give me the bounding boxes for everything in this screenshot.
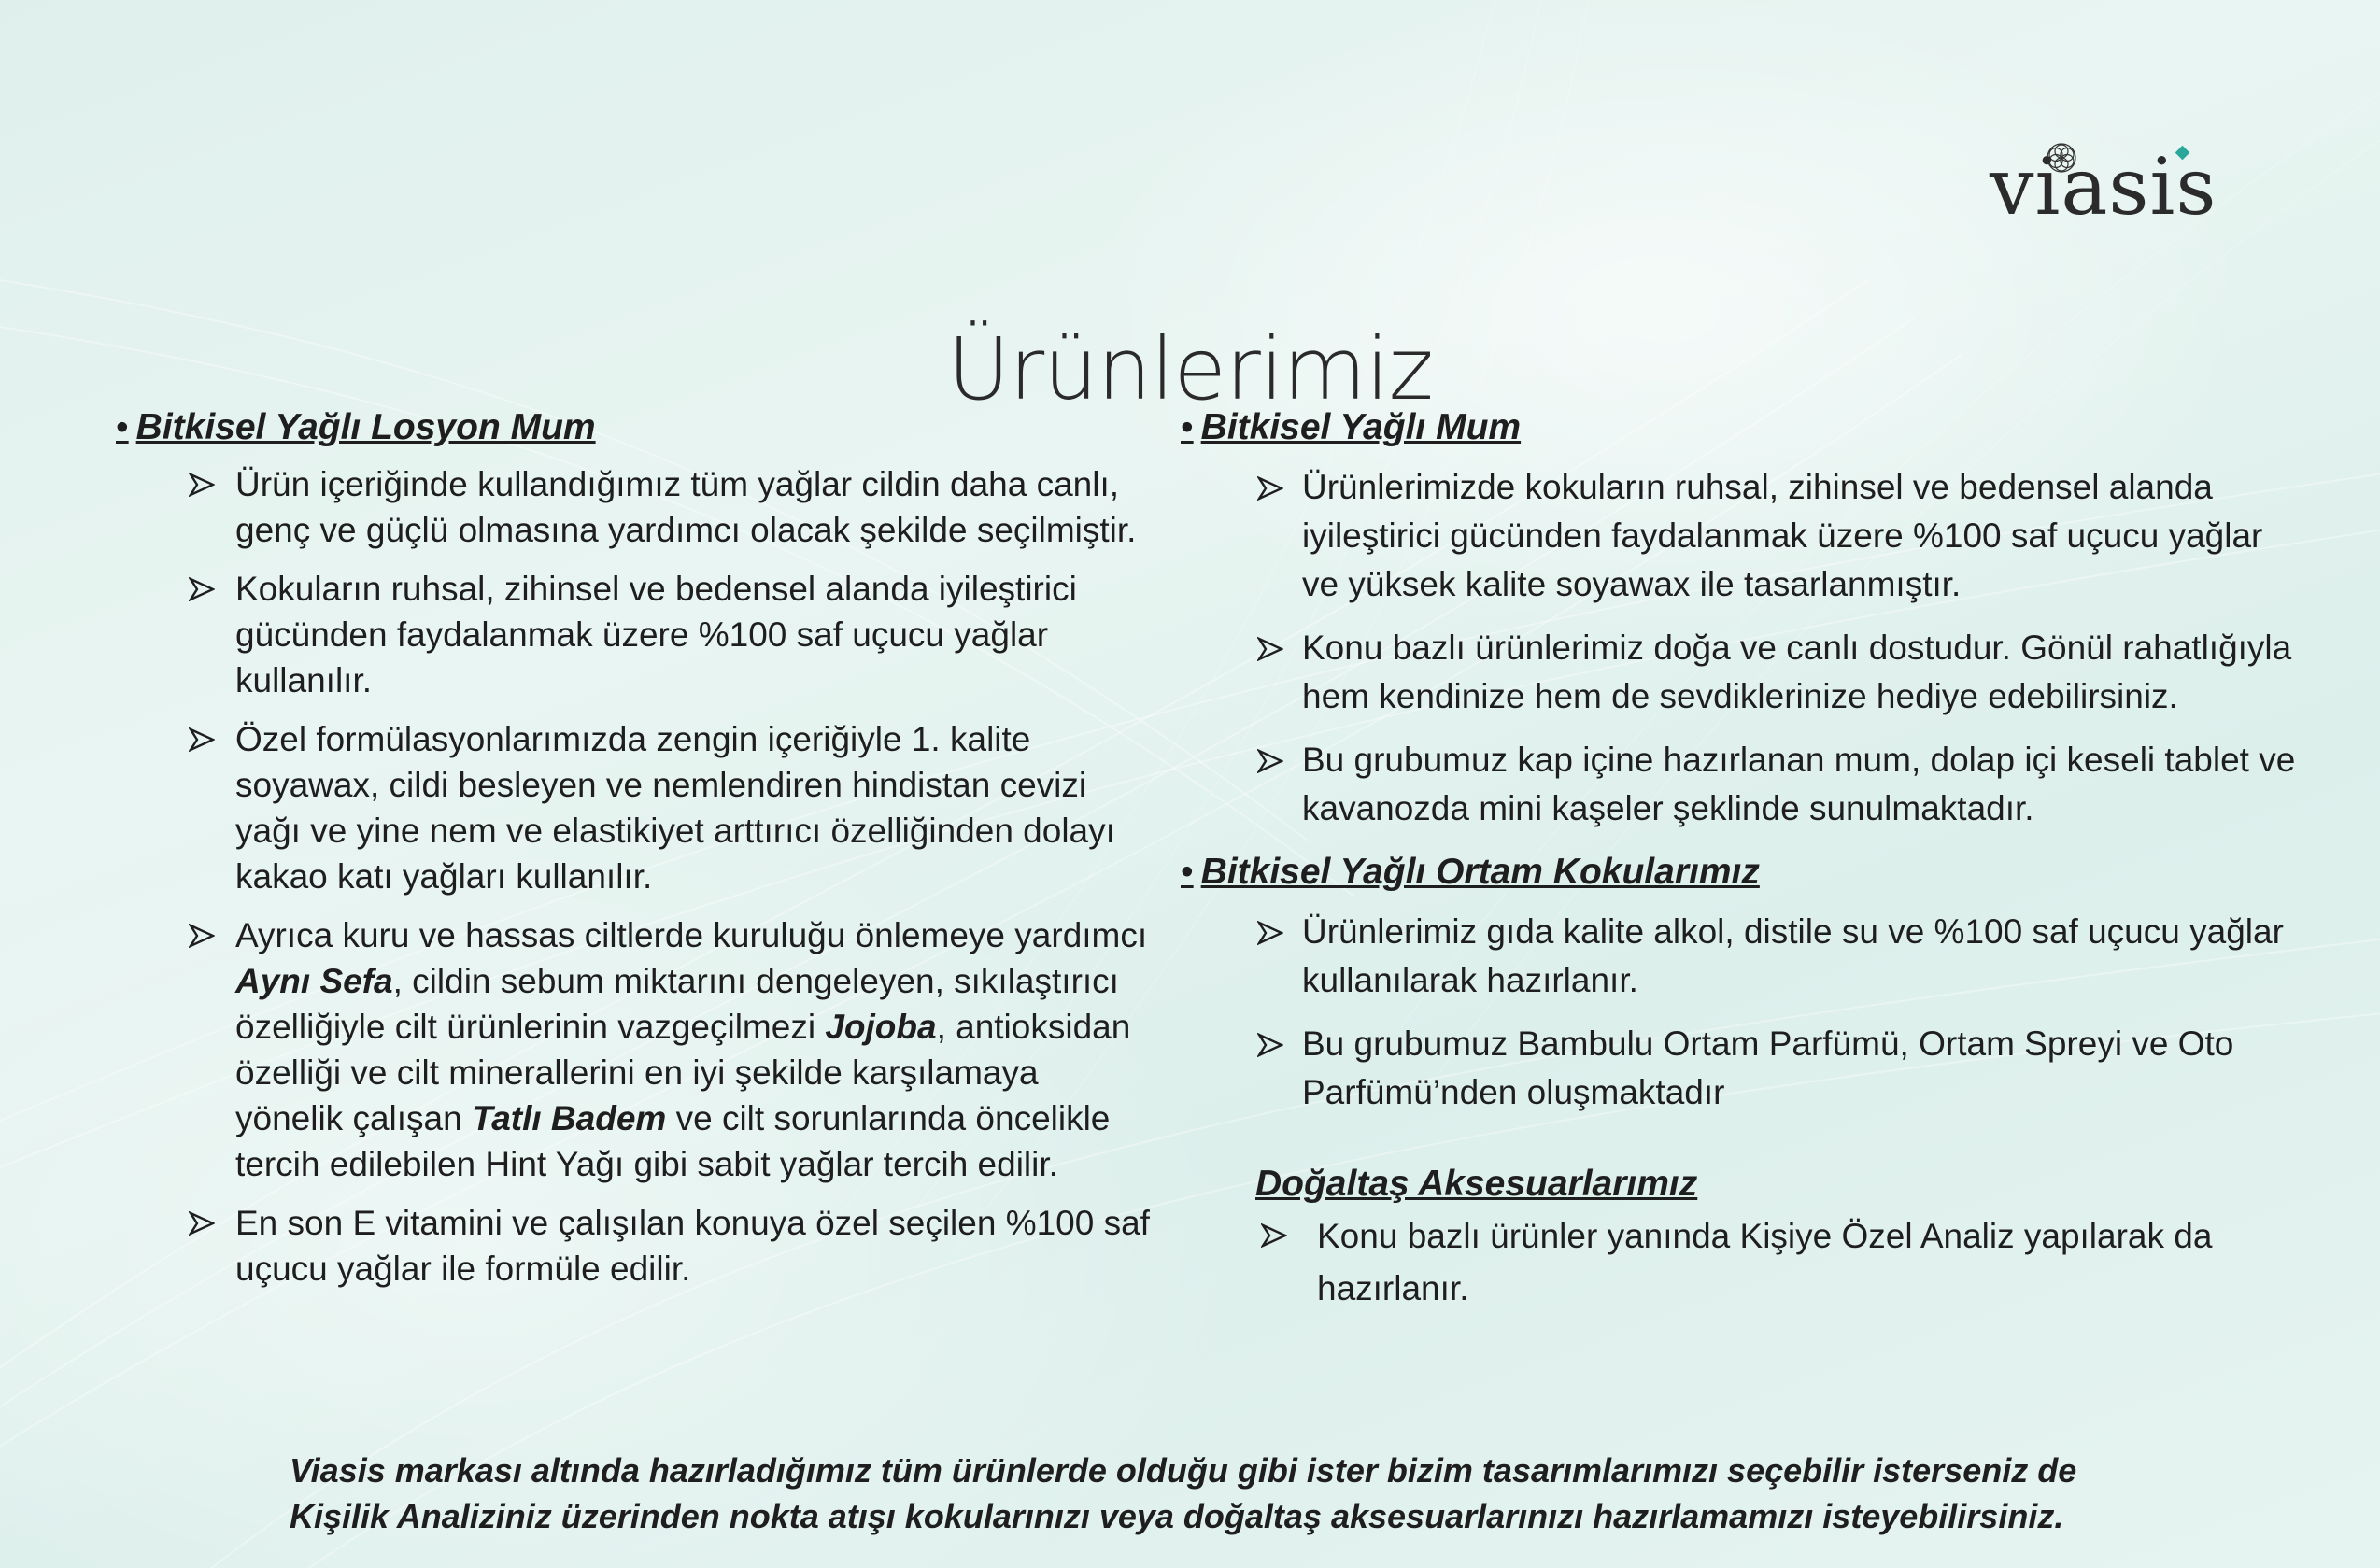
- section-heading-text: Doğaltaş Aksesuarlarımız: [1255, 1164, 1698, 1204]
- list-item-text: Bu grubumuz kap içine hazırlanan mum, dolap içi keseli tablet ve kavanozda mini kaşeler şeklinde sunulmaktadır.: [1302, 741, 2296, 827]
- bullet-icon: •: [1181, 852, 1194, 892]
- bullet-list: [116, 461, 1153, 1292]
- arrowhead-bullet-icon: [1257, 749, 1283, 773]
- list-item: [1181, 463, 2302, 609]
- footer-line: Kişilik Analiziniz üzerinden nokta atışı kokularınızı veya doğaltaş aksesuarlarınızı hazırlamamızı isteyebilirsiniz.: [290, 1497, 2064, 1535]
- right-column: [1181, 407, 2302, 1315]
- arrowhead-bullet-icon: [1261, 1223, 1287, 1248]
- section-heading-text: Bitkisel Yağlı Losyon Mum: [135, 407, 596, 447]
- list-item-text: Bu grubumuz Bambulu Ortam Parfümü, Ortam Spreyi ve Oto Parfümü’nden oluşmaktadır: [1302, 1024, 2234, 1111]
- list-item-text: En son E vitamini ve çalışılan konuya özel seçilen %100 saf uçucu yağlar ile formüle edilir.: [235, 1204, 1150, 1288]
- section-heading: [116, 407, 1153, 448]
- bullet-list: [1181, 908, 2302, 1117]
- bullet-icon: •: [116, 407, 129, 447]
- arrowhead-bullet-icon: [189, 577, 215, 601]
- list-item-text: Konu bazlı ürünler yanında Kişiye Özel Analiz yapılarak da hazırlanır.: [1317, 1217, 2213, 1307]
- list-item-text: , cildin sebum miktarını dengeleyen, sıkılaştırıcı özelliğiyle cilt ürünlerinin vazgeçilmezi: [235, 962, 1119, 1046]
- list-item: [116, 1200, 1153, 1292]
- list-item: [116, 912, 1153, 1187]
- list-item-text: Kokuların ruhsal, zihinsel ve bedensel alanda iyileştirici gücünden faydalanmak üzere %100 saf uçucu yağlar kullanılır.: [235, 570, 1077, 699]
- list-item: [1181, 908, 2302, 1005]
- list-item: [1181, 736, 2302, 833]
- section-heading-text: Bitkisel Yağlı Mum: [1200, 407, 1522, 447]
- arrowhead-bullet-icon: [189, 1211, 215, 1236]
- list-item-text: Ürünlerimiz gıda kalite alkol, distile su ve %100 saf uçucu yağlar kullanılarak hazırlanır.: [1302, 912, 2284, 999]
- arrowhead-bullet-icon: [189, 924, 215, 948]
- list-item-text: Özel formülasyonlarımızda zengin içeriğiyle 1. kalite soyawax, cildi besleyen ve nemlendiren hindistan cevizi yağı ve yine nem ve elastikiyet arttırıcı özelliğinden dolayı kakao katı yağları kullanılır.: [235, 720, 1115, 896]
- highlight-ingredient: Jojoba: [825, 1008, 937, 1046]
- page-title: Ürünlerimiz: [947, 318, 1433, 419]
- list-item: [1181, 1210, 2302, 1315]
- brand-logo: [1990, 138, 2251, 232]
- section-heading: [1181, 407, 2302, 448]
- section-heading: [1181, 852, 2302, 893]
- arrowhead-bullet-icon: [189, 473, 215, 497]
- arrowhead-bullet-icon: [1257, 476, 1283, 501]
- list-item: [116, 566, 1153, 703]
- brand-name: viasis: [1990, 141, 2217, 233]
- footer-line: Viasis markası altında hazırladığımız tüm ürünlerde olduğu gibi ister bizim tasarımlarımızı seçebilir isterseniz de: [290, 1451, 2077, 1490]
- list-item-text: Konu bazlı ürünlerimiz doğa ve canlı dostudur. Gönül rahatlığıyla hem kendinize hem de sevdiklerinize hediye edebilirsiniz.: [1302, 629, 2292, 715]
- arrowhead-bullet-icon: [1257, 637, 1283, 661]
- list-item: [116, 716, 1153, 899]
- footer-note: [290, 1448, 2204, 1539]
- list-item-text: ve cilt sorunlarında öncelikle tercih edilebilen Hint Yağı gibi sabit yağlar tercih edilir.: [235, 1099, 1111, 1183]
- arrowhead-bullet-icon: [1257, 921, 1283, 945]
- bullet-list: [1181, 463, 2302, 833]
- left-column: [116, 407, 1153, 1292]
- list-item: [1181, 1020, 2302, 1117]
- list-item: [1181, 624, 2302, 721]
- list-item-text: Ürün içeriğinde kullandığımız tüm yağlar cildin daha canlı, genç ve güçlü olmasına yardımcı olacak şekilde seçilmiştir.: [235, 465, 1137, 549]
- list-item-text: Ayrıca kuru ve hassas ciltlerde kuruluğu önlemeye yardımcı: [235, 916, 1148, 954]
- list-item-text: Ürünlerimizde kokuların ruhsal, zihinsel ve bedensel alanda iyileştirici gücünden faydalanmak üzere %100 saf uçucu yağlar ve yüksek kalite soyawax ile tasarlanmıştır.: [1302, 468, 2263, 603]
- arrowhead-bullet-icon: [189, 727, 215, 752]
- bullet-list: [1181, 1210, 2302, 1315]
- list-item-text: , antioksidan özelliği ve cilt minerallerini en iyi şekilde karşılamaya yönelik çalışan: [235, 1008, 1131, 1137]
- arrowhead-bullet-icon: [1257, 1033, 1283, 1057]
- list-item: [116, 461, 1153, 553]
- highlight-ingredient: Aynı Sefa: [235, 962, 393, 1000]
- bullet-icon: •: [1181, 407, 1194, 447]
- section-heading-text: Bitkisel Yağlı Ortam Kokularımız: [1200, 852, 1760, 892]
- highlight-ingredient: Tatlı Badem: [471, 1099, 667, 1137]
- section-heading: [1181, 1164, 2302, 1205]
